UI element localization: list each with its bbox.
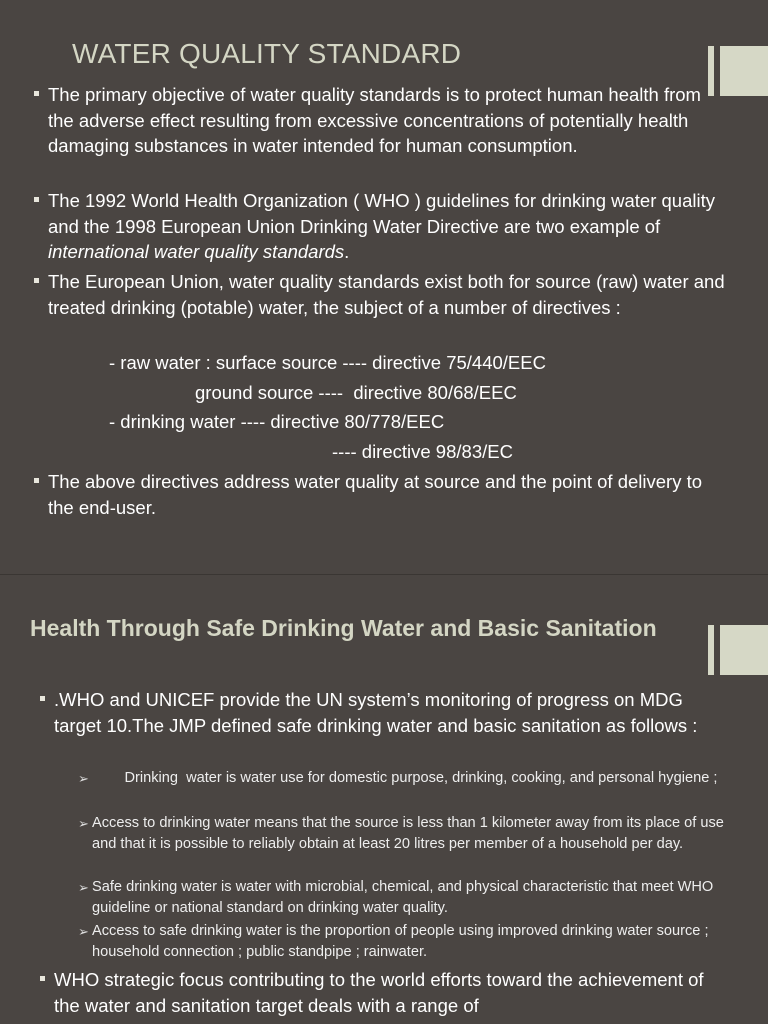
bullet-text: The primary objective of water quality standards is to protect human health from the adverse effect resulting from excessive concentrations of potentially health damaging substances in water intended for human consumption. [48,84,701,156]
arrow-bullet-icon: ➢ [78,880,89,895]
bullet-marker [34,478,39,483]
directive-raw-surface: - raw water : surface source ---- directive 75/440/EEC [109,352,546,373]
bullet-marker [34,91,39,96]
slide-title: WATER QUALITY STANDARD [72,38,462,69]
decoration-block [720,625,768,675]
slide-title: Health Through Safe Drinking Water and Basic Sanitation [30,615,657,641]
bullet-european-union [48,269,728,320]
bullet-directives-address [48,469,728,520]
bullet-text: The above directives address water quality at source and the point of delivery to the end-user. [48,471,703,518]
bullet-emphasis: international water quality standards [48,241,345,262]
bullet-text: .WHO and UNICEF provide the UN system’s monitoring of progress on MDG target 10.The JMP defined safe drinking water and basic sanitation as follows : [54,689,698,736]
sub-bullet-safe-drinking-water [78,877,742,919]
bullet-text: The European Union, water quality standards exist both for source (raw) water and treated drinking (potable) water, the subject of a number of directives : [48,271,725,318]
sub-bullet-access-drinking-water [78,813,742,855]
sub-bullet-access-safe-water [78,921,742,963]
sub-bullet-text: Safe drinking water is water with microbial, chemical, and physical characteristic that meet WHO guideline or national standard on drinking water quality. [92,879,714,916]
sub-bullet-text: Access to drinking water means that the source is less than 1 kilometer away from its place of use and that it is possible to reliably obtain at least 20 litres per member of a household per day. [92,815,724,852]
sub-bullet-drinking-water [78,768,742,789]
sub-bullet-text: Drinking water is water use for domestic purpose, drinking, cooking, and personal hygiene ; [92,770,718,786]
bullet-text: WHO strategic focus contributing to the world efforts toward the achievement of the water and sanitation target deals with a range of [54,969,704,1016]
bullet-who-guidelines [48,188,728,265]
bullet-who-unicef [54,687,734,738]
directive-raw-ground: ground source ---- directive 80/68/EEC [195,382,517,403]
bullet-text: The 1992 World Health Organization ( WHO ) guidelines for drinking water quality and the 1998 European Union Drinking Water Directive are two example of [48,190,715,237]
bullet-end: . [344,241,350,262]
arrow-bullet-icon: ➢ [78,771,89,786]
bullet-marker [34,197,39,202]
bullet-primary-objective [48,82,728,159]
slide-health-safe-drinking-water [0,575,768,1024]
sub-bullet-text: Access to safe drinking water is the proportion of people using improved drinking water source ; household connection ; public standpipe ; rainwater. [92,923,709,960]
directive-drinking-98: ---- directive 98/83/EC [332,441,513,462]
arrow-bullet-icon: ➢ [78,924,89,939]
directive-drinking-80: - drinking water ---- directive 80/778/EEC [109,411,445,432]
bullet-marker [40,696,45,701]
bullet-marker [34,278,39,283]
bullet-who-strategic-focus [54,967,734,1018]
decoration-bar [708,625,714,675]
slide-decoration [708,625,768,675]
bullet-marker [40,976,45,981]
arrow-bullet-icon: ➢ [78,816,89,831]
